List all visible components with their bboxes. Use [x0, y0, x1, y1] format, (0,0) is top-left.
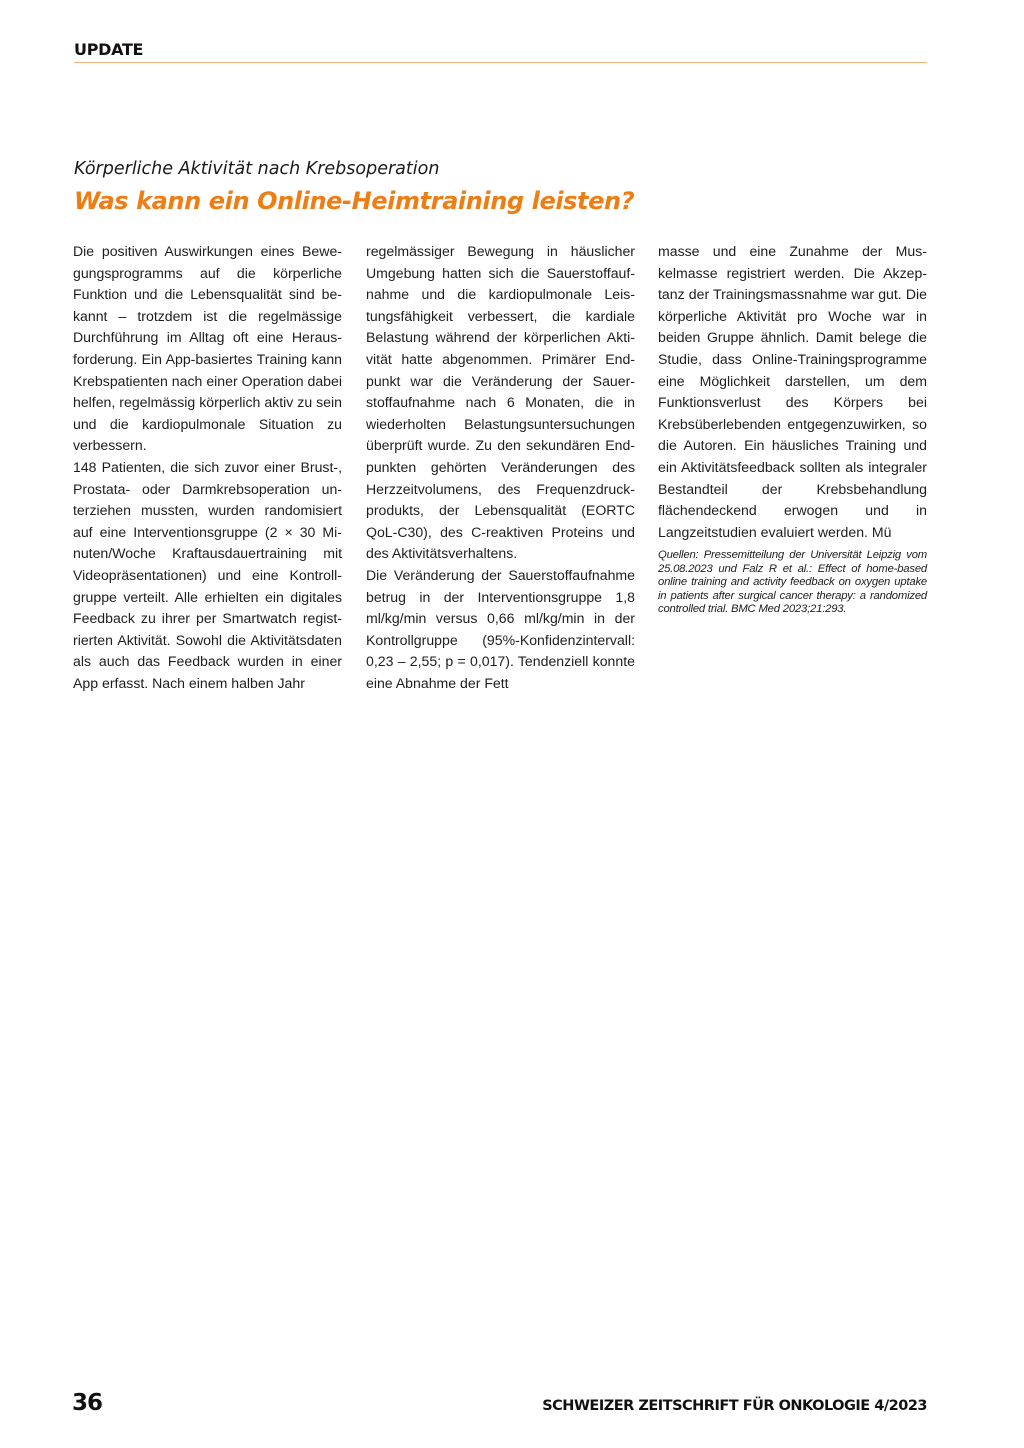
text-column-2 [366, 241, 635, 694]
text-column-1 [73, 241, 342, 694]
paragraph: regelmässiger Bewegung in häuslicher Umgebung hatten sich die Sauerstoffaufnahme und die kardiopulmonale Leistungsfähigkeit verbessert, die kardiale Belastung während der körperlichen Aktivität hatte abgenommen. Primärer Endpunkt war die Veränderung der Sauerstoffaufnahme nach 6 Monaten, die in wiederholten Belastungsuntersuchungen überprüft wurde. Zu den sekundären Endpunkten gehörten Veränderungen des Herzzeitvolumens, des Frequenzdruckprodukts, der Lebensqualität (EORTC QoL-C30), des C-reaktiven Proteins und des Aktivitätsverhaltens. [366, 243, 635, 562]
section-label: UPDATE [74, 40, 144, 59]
paragraph: 148 Patienten, die sich zuvor einer Brust-, Prostata- oder Darmkrebsoperation unterziehen mussten, wurden randomisiert auf eine Interventionsgruppe (2 × 30 Minuten/Woche Kraftausdauertraining mit Videopräsentationen) und eine Kontrollgruppe verteilt. Alle erhielten ein digitales Feedback zu ihrer per Smartwatch registrierten Aktivität. Sowohl die Aktivitätsdaten als auch das Feedback wurden in einer App erfasst. Nach einem halben Jahr [73, 458, 342, 691]
article-title: Was kann ein Online-Heimtraining leisten? [74, 187, 635, 215]
page-number: 36 [72, 1390, 103, 1416]
text-column-3 [658, 241, 927, 617]
page-header [74, 40, 927, 63]
paragraph: masse und eine Zunahme der Muskelmasse registriert werden. Die Akzeptanz der Trainingsmassnahme war gut. Die körperliche Aktivität pro Woche war in beiden Gruppe ähnlich. Damit belege die Studie, dass Online-Trainingsprogramme eine Möglichkeit darstellen, um dem Funktionsverlust des Körpers bei Krebsüberlebenden entgegenzuwirken, so die Autoren. Ein häusliches Training und ein Aktivitätsfeedback sollten als integraler Bestandteil der Krebsbehandlung flächendeckend erwogen und in Langzeitstudien evaluiert werden. Mü [658, 243, 927, 540]
article-kicker: Körperliche Aktivität nach Krebsoperation [74, 159, 440, 179]
paragraph: Die positiven Auswirkungen eines Bewegungsprogramms auf die körperliche Funktion und die Lebensqualität sind bekannt – trotzdem ist die regelmässige Durchführung im Alltag oft eine Herausforderung. Ein App-basiertes Training kann Krebspatienten nach einer Operation dabei helfen, regelmässig körperlich aktiv zu sein und die kardiopulmonale Situation zu verbessern. [73, 243, 342, 454]
paragraph: Die Veränderung der Sauerstoffaufnahme betrug in der Interventionsgruppe 1,8 ml/kg/min versus 0,66 ml/kg/min in der Kontrollgruppe (95%-Konfidenzintervall: 0,23 – 2,55; p = 0,017). Tendenziell konnte eine Abnahme der Fett [366, 566, 635, 691]
sources-note: Quellen: Pressemitteilung der Universität Leipzig vom 25.08.2023 und Falz R et al.: Effect of home-based online training and activity feedback on oxygen uptake in patients after surgical cancer therapy: a randomized controlled trial. BMC Med 2023;21:293. [658, 549, 927, 616]
journal-name: SCHWEIZER ZEITSCHRIFT FÜR ONKOLOGIE 4/2023 [542, 1398, 927, 1414]
